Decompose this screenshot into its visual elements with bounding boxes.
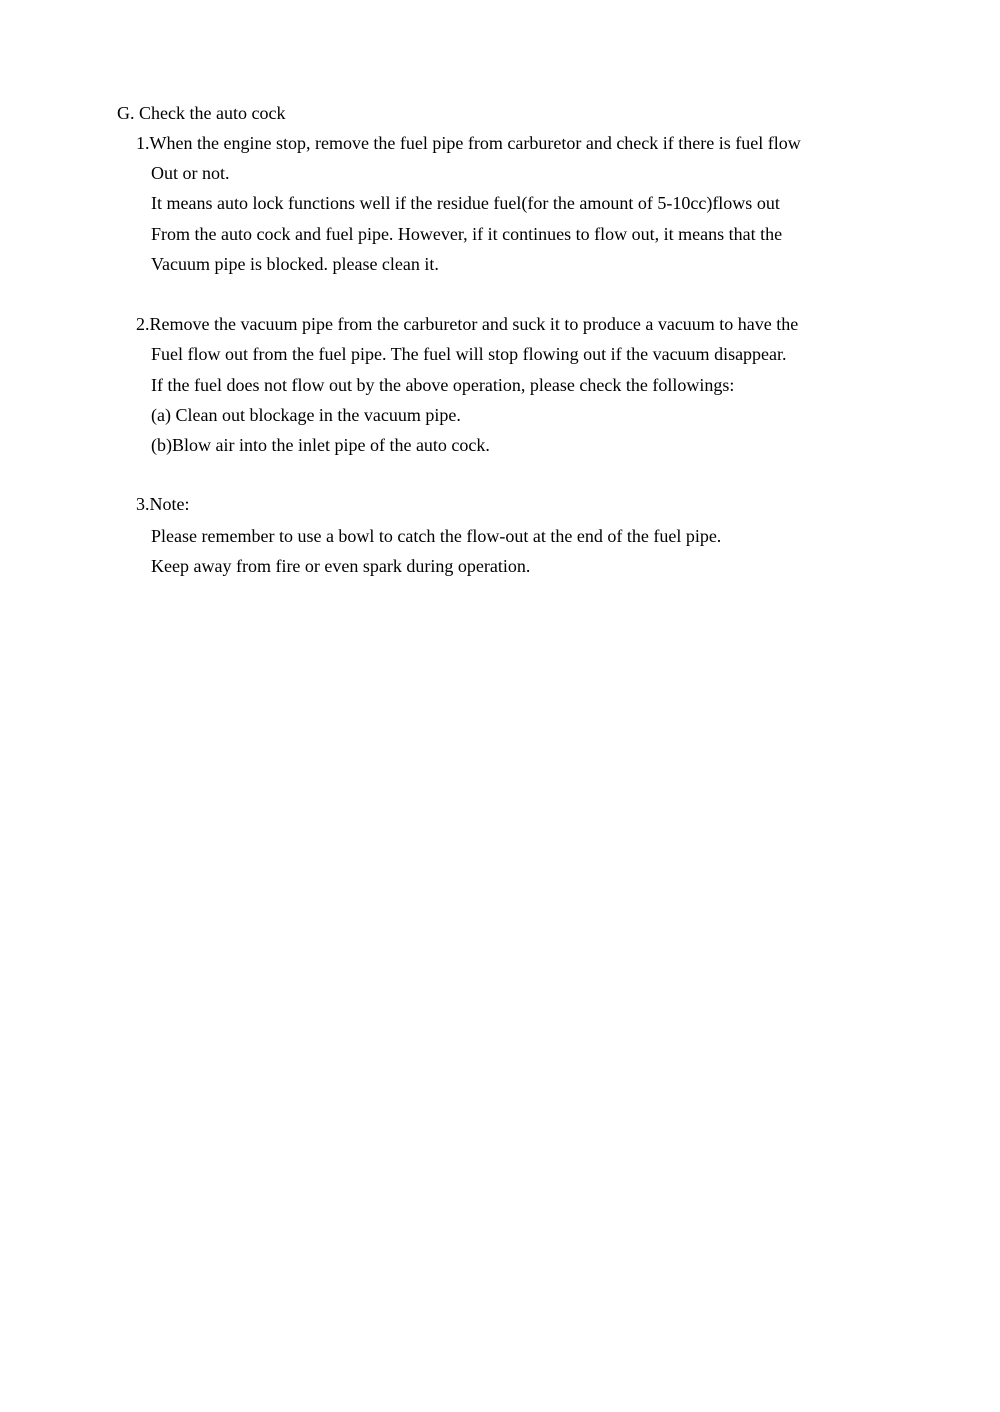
step-2-title: 2.Remove the vacuum pipe from the carburetor and suck it to produce a vacuum to have the: [136, 314, 799, 334]
step-1-line: It means auto lock functions well if the residue fuel(for the amount of 5-10cc)flows out: [151, 193, 780, 213]
step-1-line: Vacuum pipe is blocked. please clean it.: [151, 254, 439, 274]
step-2-line: Fuel flow out from the fuel pipe. The fuel will stop flowing out if the vacuum disappear.: [151, 344, 787, 364]
note-line: Please remember to use a bowl to catch the flow-out at the end of the fuel pipe.: [151, 526, 722, 546]
step-1-line: From the auto cock and fuel pipe. However, if it continues to flow out, it means that the: [151, 224, 783, 244]
step-1-title: 1.When the engine stop, remove the fuel pipe from carburetor and check if there is fuel flow: [136, 133, 801, 153]
note-line: Keep away from fire or even spark during operation.: [151, 556, 531, 576]
step-2-item-a: (a) Clean out blockage in the vacuum pipe.: [151, 405, 461, 425]
step-1-line: Out or not.: [151, 163, 230, 183]
section-heading: G. Check the auto cock: [117, 103, 286, 123]
step-2-item-b: (b)Blow air into the inlet pipe of the auto cock.: [151, 435, 490, 455]
step-2-line: If the fuel does not flow out by the above operation, please check the followings:: [151, 375, 735, 395]
step-3-title: 3.Note:: [136, 494, 190, 514]
